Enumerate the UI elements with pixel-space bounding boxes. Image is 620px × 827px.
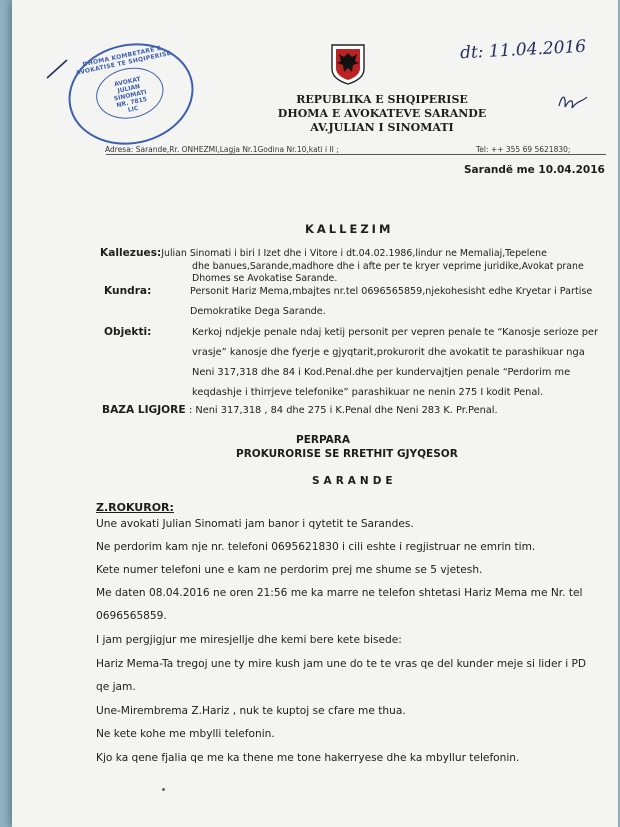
para-6-line-1: Hariz Mema-Ta tregoj une ty mire kush jam une do te te vras qe del kunder meje si lider i PD (96, 658, 587, 670)
objekti-label: Objekti: (104, 326, 152, 338)
objekti-line-1: Kerkoj ndjekje penale ndaj ketij personit per vepren penale te “Kanosje serioze per (192, 327, 598, 338)
para-4-line-2: 0696565859. (96, 610, 167, 622)
objekti-line-2: vrasje” kanosje dhe fyerje e gjyqtarit,prokurorit dhe avokatit te parashikuar nga (192, 347, 585, 358)
kundra-line-2: Demokratike Dega Sarande. (190, 306, 326, 317)
kundra-line-1: Personit Hariz Mema,mbajtes nr.tel 0696565859,njekohesisht edhe Kryetar i Partise (190, 286, 593, 297)
objekti-line-3: Neni 317,318 dhe 84 i Kod.Penal.dhe per kundervajtjen penale “Perdorim me (192, 367, 571, 378)
kallezues-line-3: Dhomes se Avokatise Sarande. (192, 273, 338, 284)
para-1: Une avokati Julian Sinomati jam banor i qytetit te Sarandes. (96, 518, 414, 530)
kallezues-line-2: dhe banues,Sarande,madhore dhe i afte per te kryer veprime juridike,Avokat prane (192, 261, 584, 272)
legal-basis-text: : Neni 317,318 , 84 dhe 275 i K.Penal dhe Neni 283 K. Pr.Penal. (188, 405, 498, 416)
objekti-block (104, 322, 598, 403)
objekti-line-4: keqdashje i thirrjeve telefonike” parashikuar ne nenin 275 I kodit Penal. (192, 387, 544, 398)
kallezues-line-1: Julian Sinomati i biri I Izet dhe i Vitore i dt.04.02.1986,lindur ne Memaliaj,Tepelene (161, 248, 547, 259)
kundra-block (104, 284, 592, 319)
document-page (12, 0, 618, 827)
para-5: I jam pergjigjur me miresjellje dhe kemi bere kete bisede: (96, 634, 402, 646)
legal-basis-label: BAZA LIGJORE (102, 404, 186, 416)
legal-basis-line (102, 403, 498, 418)
ink-dot (162, 788, 165, 791)
para-9: Kjo ka qene fjalia qe me ka thene me tone hakerryese dhe ka mbyllur telefonin. (96, 752, 520, 764)
albanian-eagle-emblem (329, 43, 367, 85)
header-republic: REPUBLIKA E SHQIPERISE (296, 93, 468, 106)
document-title: KALLEZIM (305, 222, 394, 236)
stamp-ring-text: DHOMA KOMBETARE E AVOKATISE TE SHQIPERISE (75, 44, 172, 77)
phone-line: Tel: ++ 355 69 5621830; (476, 145, 571, 154)
header-chamber: DHOMA E AVOKATEVE SARANDE (277, 107, 487, 120)
kundra-label: Kundra: (104, 285, 152, 297)
sarande-heading: SARANDE (312, 475, 397, 487)
salutation (96, 501, 174, 514)
para-3: Kete numer telefoni une e kam ne perdorim prej me shume se 5 vjetesh. (96, 564, 483, 576)
para-6-line-2: qe jam. (96, 681, 136, 693)
kallezues-label: Kallezues: (100, 247, 162, 259)
prosecutor-office-heading: PROKURORISE SE RRETHIT GJYQESOR (236, 448, 458, 460)
kallezues-block (100, 246, 584, 285)
perpara-heading: PERPARA (296, 434, 351, 446)
para-4-line-1: Me daten 08.04.2016 ne oren 21:56 me ka marre ne telefon shtetasi Hariz Mema me Nr. tel (96, 587, 583, 599)
date-line: Sarandë me 10.04.2016 (464, 164, 605, 176)
header-divider (106, 154, 606, 155)
handwritten-date: dt: 11.04.2016 (459, 36, 587, 64)
header-lawyer: AV.JULIAN I SINOMATI (310, 121, 454, 134)
handwritten-signature (556, 90, 590, 112)
address-line: Adresa: Sarande,Rr. ONHEZMI,Lagja Nr.1Godina Nr.10,kati i II ; (105, 145, 339, 154)
para-8: Ne kete kohe me mbylli telefonin. (96, 728, 275, 740)
para-2: Ne perdorim kam nje nr. telefoni 0695621830 i cili eshte i regjistruar ne emrin tim. (96, 541, 536, 553)
stamp-center-text: AVOKAT JULIAN SINOMATI NR. 7815 LIC (113, 75, 148, 114)
salutation-text: Z.ROKUROR: (96, 501, 174, 514)
para-7: Une-Mirembrema Z.Hariz , nuk te kuptoj se cfare me thua. (96, 705, 406, 717)
